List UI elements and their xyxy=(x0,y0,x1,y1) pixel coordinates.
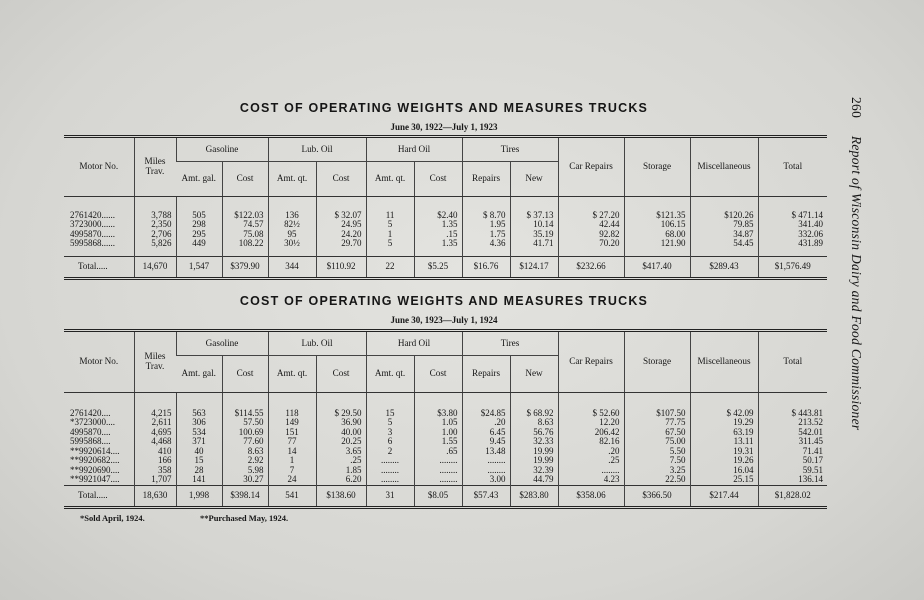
total-gas-cost: $398.14 xyxy=(222,485,268,507)
total-tire-repairs: $16.76 xyxy=(462,257,510,279)
column-hard-amt xyxy=(366,197,414,257)
total-total: $1,576.49 xyxy=(758,257,827,279)
cell-total: 136.14 xyxy=(798,474,824,485)
cell-miles: 2,611 xyxy=(151,417,172,428)
header-miles: Miles Trav. xyxy=(134,331,176,393)
cell-gas-cost: 74.57 xyxy=(243,219,264,230)
cell-hard-cost: 1.35 xyxy=(441,219,458,230)
cell-car-rep: 4.23 xyxy=(603,474,620,485)
cell-hard-cost: .15 xyxy=(446,228,458,239)
column-hard-cost xyxy=(414,393,462,486)
cell-hard-cost: 1.55 xyxy=(441,436,458,447)
header-hard-oil: Hard Oil xyxy=(366,137,462,162)
total-label: Total..... xyxy=(64,257,134,279)
column-car-rep xyxy=(558,197,624,257)
cell-misc: 19.26 xyxy=(733,455,754,466)
cell-lub-cost: $ 29.50 xyxy=(334,408,362,418)
cell-hard-amt: 3 xyxy=(387,426,393,437)
cell-hard-cost: .65 xyxy=(446,445,458,456)
column-hard-cost xyxy=(414,197,462,257)
header-cost: Cost xyxy=(414,356,462,393)
cell-total: 213.52 xyxy=(798,417,824,428)
cell-miles: 4,468 xyxy=(151,436,172,447)
cell-tire-new: 32.33 xyxy=(533,436,554,447)
cell-car-rep: .20 xyxy=(608,445,620,456)
header-storage: Storage xyxy=(624,137,690,197)
cell-gas-amt: 40 xyxy=(194,445,204,456)
header-amt-qt: Amt. qt. xyxy=(268,162,316,197)
total-lub-amt: 541 xyxy=(268,485,316,507)
cell-tire-rep: $24.85 xyxy=(480,408,506,418)
cell-misc: 13.11 xyxy=(733,436,754,447)
cell-tire-rep: $ 8.70 xyxy=(483,210,506,220)
cell-gas-cost: 75.08 xyxy=(243,228,264,239)
cell-lub-cost: $ 32.07 xyxy=(334,210,362,220)
cell-lub-amt: 24 xyxy=(287,474,297,485)
cell-total: 542.01 xyxy=(798,426,824,437)
cell-gas-cost: $114.55 xyxy=(234,408,264,418)
cell-tire-new: 8.63 xyxy=(537,417,554,428)
running-header xyxy=(844,97,864,547)
cell-misc: 25.15 xyxy=(733,474,754,485)
table1-title: COST OF OPERATING WEIGHTS AND MEASURES TRUCKS xyxy=(239,101,649,115)
cell-lub-amt: 151 xyxy=(285,426,299,437)
header-car-repairs: Car Repairs xyxy=(558,331,624,393)
column-tire-new xyxy=(510,393,558,486)
cell-gas-cost: 2.92 xyxy=(247,455,264,466)
cell-tire-rep: ........ xyxy=(487,464,506,475)
total-hard-cost: $8.05 xyxy=(414,485,462,507)
footnote-sold: *Sold April, 1924. xyxy=(80,513,145,523)
cell-storage: 121.90 xyxy=(660,238,686,249)
cell-hard-cost: ........ xyxy=(439,474,458,485)
cell-storage: 106.15 xyxy=(660,219,686,230)
cell-tire-new: 32.39 xyxy=(533,464,554,475)
table2-subtitle: June 30, 1923—July 1, 1924 xyxy=(390,315,498,325)
cell-lub-cost: 24.20 xyxy=(341,228,362,239)
cell-motor: *3723000.... xyxy=(70,417,115,428)
cell-motor: **9920682.... xyxy=(70,455,120,466)
cell-car-rep: .25 xyxy=(608,455,620,466)
cell-motor: 4995870.... xyxy=(70,426,111,437)
cell-motor: 3723000...... xyxy=(70,219,115,230)
cell-total: 71.41 xyxy=(802,445,824,456)
cell-tire-rep: 4.36 xyxy=(489,238,506,249)
cell-storage: $121.35 xyxy=(656,210,686,220)
cell-motor: **9920690.... xyxy=(70,464,120,475)
cell-hard-amt: 2 xyxy=(387,445,393,456)
total-misc: $217.44 xyxy=(690,485,758,507)
cell-gas-cost: 77.60 xyxy=(243,436,264,447)
cell-storage: 22.50 xyxy=(665,474,686,485)
cell-tire-new: 44.79 xyxy=(533,474,554,485)
cell-tire-rep: 3.00 xyxy=(489,474,506,485)
column-miles xyxy=(134,393,176,486)
cell-motor: **9920614.... xyxy=(70,445,120,456)
cell-tire-new: 35.19 xyxy=(533,228,554,239)
cell-lub-amt: 118 xyxy=(285,408,299,418)
cell-hard-amt: 15 xyxy=(385,408,395,418)
cell-storage: 5.50 xyxy=(669,445,686,456)
cell-misc: $ 42.09 xyxy=(726,408,754,418)
cell-lub-amt: 136 xyxy=(285,210,299,220)
cell-gas-amt: 141 xyxy=(192,474,206,485)
header-cost: Cost xyxy=(222,162,268,197)
cell-misc: 19.31 xyxy=(733,445,754,456)
cell-tire-rep: 9.45 xyxy=(489,436,506,447)
cell-hard-cost: $2.40 xyxy=(437,210,458,220)
cell-lub-amt: 77 xyxy=(287,436,297,447)
cell-tire-new: 19.99 xyxy=(533,445,554,456)
total-tire-repairs: $57.43 xyxy=(462,485,510,507)
cell-motor: 5995868...... xyxy=(70,238,115,249)
table1 xyxy=(64,135,827,280)
cell-gas-cost: 108.22 xyxy=(238,238,264,249)
total-hard-cost: $5.25 xyxy=(414,257,462,279)
cell-storage: 77.75 xyxy=(665,417,686,428)
table2 xyxy=(64,329,827,509)
header-misc: Miscellaneous xyxy=(690,331,758,393)
cell-gas-cost: 30.27 xyxy=(243,474,264,485)
cell-misc: 19.29 xyxy=(733,417,754,428)
column-total xyxy=(758,197,827,257)
cell-hard-cost: ........ xyxy=(439,455,458,466)
cell-total: 431.89 xyxy=(798,238,824,249)
cell-motor: 5995868.... xyxy=(70,436,111,447)
header-gasoline: Gasoline xyxy=(176,331,268,356)
column-tire-rep xyxy=(462,393,510,486)
header-hard-oil: Hard Oil xyxy=(366,331,462,356)
cell-total: $ 471.14 xyxy=(791,210,824,220)
cell-car-rep: 206.42 xyxy=(594,426,620,437)
page-number: 260 xyxy=(849,97,864,119)
cell-miles: 3,788 xyxy=(151,210,172,220)
cell-gas-amt: 295 xyxy=(192,228,206,239)
cell-gas-cost: 5.98 xyxy=(247,464,264,475)
header-motor-no: Motor No. xyxy=(64,137,134,197)
cell-lub-amt: 7 xyxy=(289,464,295,475)
cell-hard-amt: 6 xyxy=(387,436,393,447)
cell-total: 332.06 xyxy=(798,228,824,239)
cell-lub-cost: 3.65 xyxy=(345,445,362,456)
cell-tire-rep: ........ xyxy=(487,455,506,466)
column-misc xyxy=(690,393,758,486)
header-amt-qt: Amt. qt. xyxy=(366,162,414,197)
total-tire-new: $124.17 xyxy=(510,257,558,279)
table1-subtitle: June 30, 1922—July 1, 1923 xyxy=(390,122,498,132)
header-cost: Cost xyxy=(316,162,366,197)
total-miles: 14,670 xyxy=(134,257,176,279)
cell-tire-new: 10.14 xyxy=(533,219,554,230)
column-lub-cost xyxy=(316,393,366,486)
cell-storage: 3.25 xyxy=(669,464,686,475)
cell-miles: 4,695 xyxy=(151,426,172,437)
total-gas-amt: 1,547 xyxy=(176,257,222,279)
cell-gas-cost: $122.03 xyxy=(234,210,264,220)
cell-tire-rep: .20 xyxy=(494,417,506,428)
header-amt-gal: Amt. gal. xyxy=(176,162,222,197)
cell-storage: 7.50 xyxy=(669,455,686,466)
total-car-repairs: $358.06 xyxy=(558,485,624,507)
header-cost: Cost xyxy=(414,162,462,197)
cell-miles: 4,215 xyxy=(151,408,172,418)
cell-lub-cost: 40.00 xyxy=(341,426,362,437)
header-gasoline: Gasoline xyxy=(176,137,268,162)
column-lub-amt xyxy=(268,393,316,486)
column-miles xyxy=(134,197,176,257)
cell-hard-amt: ........ xyxy=(381,474,400,485)
cell-gas-cost: 100.69 xyxy=(238,426,264,437)
total-gas-cost: $379.90 xyxy=(222,257,268,279)
cell-tire-new: 56.76 xyxy=(533,426,554,437)
cell-hard-amt: 5 xyxy=(387,238,393,249)
cell-total: 50.17 xyxy=(802,455,824,466)
column-tire-new xyxy=(510,197,558,257)
cell-motor: 2761420.... xyxy=(70,408,111,418)
cell-misc: 79.85 xyxy=(733,219,754,230)
cell-misc: $120.26 xyxy=(724,210,754,220)
total-gas-amt: 1,998 xyxy=(176,485,222,507)
cell-hard-amt: 5 xyxy=(387,417,393,428)
cell-miles: 2,350 xyxy=(151,219,172,230)
cell-lub-amt: 30½ xyxy=(284,238,300,249)
cell-lub-amt: 1 xyxy=(289,455,295,466)
header-motor-no: Motor No. xyxy=(64,331,134,393)
total-lub-cost: $138.60 xyxy=(316,485,366,507)
running-header-text: Report of Wisconsin Dairy and Food Commissioner xyxy=(849,135,864,431)
cell-storage: 75.00 xyxy=(665,436,686,447)
cell-total: 311.45 xyxy=(798,436,824,447)
cell-gas-amt: 306 xyxy=(192,417,206,428)
cell-hard-amt: 11 xyxy=(385,210,395,220)
header-misc: Miscellaneous xyxy=(690,137,758,197)
cell-motor: 4995870...... xyxy=(70,228,115,239)
cell-storage: $107.50 xyxy=(656,408,686,418)
cell-lub-amt: 149 xyxy=(285,417,299,428)
cell-lub-cost: 36.90 xyxy=(341,417,362,428)
cell-miles: 2,706 xyxy=(151,228,172,239)
cell-tire-rep: 13.48 xyxy=(485,445,506,456)
total-misc: $289.43 xyxy=(690,257,758,279)
header-new: New xyxy=(510,162,558,197)
cell-car-rep: 42.44 xyxy=(599,219,620,230)
cell-tire-new: 41.71 xyxy=(533,238,554,249)
cell-gas-cost: 8.63 xyxy=(247,445,264,456)
cell-lub-amt: 95 xyxy=(287,228,297,239)
header-tires: Tires xyxy=(462,331,558,356)
cell-hard-cost: 1.05 xyxy=(441,417,458,428)
cell-tire-new: $ 37.13 xyxy=(526,210,554,220)
header-total: Total xyxy=(758,331,827,393)
cell-miles: 5,826 xyxy=(151,238,172,249)
cell-lub-amt: 14 xyxy=(287,445,297,456)
total-lub-cost: $110.92 xyxy=(316,257,366,279)
cell-hard-cost: 1.00 xyxy=(441,426,458,437)
total-hard-amt: 31 xyxy=(366,485,414,507)
header-cost: Cost xyxy=(222,356,268,393)
header-storage: Storage xyxy=(624,331,690,393)
header-tires: Tires xyxy=(462,137,558,162)
column-misc xyxy=(690,197,758,257)
total-total: $1,828.02 xyxy=(758,485,827,507)
cell-hard-amt: 1 xyxy=(387,228,393,239)
cell-total: 341.40 xyxy=(798,219,824,230)
total-tire-new: $283.80 xyxy=(510,485,558,507)
column-gas-amt xyxy=(176,393,222,486)
cell-gas-amt: 563 xyxy=(192,408,206,418)
column-gas-amt xyxy=(176,197,222,257)
column-total xyxy=(758,393,827,486)
column-storage xyxy=(624,393,690,486)
cell-car-rep: 12.20 xyxy=(599,417,620,428)
column-gas-cost xyxy=(222,197,268,257)
cell-car-rep: 92.82 xyxy=(599,228,620,239)
cell-storage: 67.50 xyxy=(665,426,686,437)
column-hard-amt xyxy=(366,393,414,486)
header-miles: Miles Trav. xyxy=(134,137,176,197)
cell-tire-rep: 1.95 xyxy=(489,219,506,230)
cell-miles: 410 xyxy=(158,445,172,456)
header-total: Total xyxy=(758,137,827,197)
cell-gas-amt: 534 xyxy=(192,426,206,437)
total-car-repairs: $232.66 xyxy=(558,257,624,279)
cell-car-rep: 70.20 xyxy=(599,238,620,249)
header-repairs: Repairs xyxy=(462,162,510,197)
cell-hard-cost: 1.35 xyxy=(441,238,458,249)
header-amt-gal: Amt. gal. xyxy=(176,356,222,393)
cell-motor: **9921047.... xyxy=(70,474,120,485)
column-motor xyxy=(64,197,134,257)
cell-lub-cost: 6.20 xyxy=(345,474,362,485)
cell-lub-amt: 82½ xyxy=(284,219,300,230)
header-lub-oil: Lub. Oil xyxy=(268,331,366,356)
cell-lub-cost: 24.95 xyxy=(341,219,362,230)
cell-hard-amt: ........ xyxy=(381,464,400,475)
header-cost: Cost xyxy=(316,356,366,393)
column-car-rep xyxy=(558,393,624,486)
cell-car-rep: $ 27.20 xyxy=(592,210,620,220)
header-lub-oil: Lub. Oil xyxy=(268,137,366,162)
cell-gas-amt: 15 xyxy=(194,455,204,466)
cell-car-rep: ........ xyxy=(601,464,620,475)
cell-hard-amt: 5 xyxy=(387,219,393,230)
column-storage xyxy=(624,197,690,257)
total-storage: $417.40 xyxy=(624,257,690,279)
column-lub-cost xyxy=(316,197,366,257)
cell-total: $ 443.81 xyxy=(791,408,824,418)
header-repairs: Repairs xyxy=(462,356,510,393)
cell-misc: 63.19 xyxy=(733,426,754,437)
cell-lub-cost: 1.85 xyxy=(345,464,362,475)
total-lub-amt: 344 xyxy=(268,257,316,279)
total-label: Total..... xyxy=(64,485,134,507)
cell-miles: 1,707 xyxy=(151,474,172,485)
cell-gas-amt: 298 xyxy=(192,219,206,230)
cell-car-rep: $ 52.60 xyxy=(592,408,620,418)
cell-hard-cost: $3.80 xyxy=(437,408,458,418)
cell-misc: 54.45 xyxy=(733,238,754,249)
cell-gas-amt: 28 xyxy=(194,464,204,475)
header-car-repairs: Car Repairs xyxy=(558,137,624,197)
cell-miles: 358 xyxy=(158,464,172,475)
total-storage: $366.50 xyxy=(624,485,690,507)
cell-tire-new: 19.99 xyxy=(533,455,554,466)
column-motor xyxy=(64,393,134,486)
column-lub-amt xyxy=(268,197,316,257)
cell-gas-amt: 505 xyxy=(192,210,206,220)
cell-lub-cost: 20.25 xyxy=(341,436,362,447)
column-gas-cost xyxy=(222,393,268,486)
cell-gas-amt: 449 xyxy=(192,238,206,249)
header-new: New xyxy=(510,356,558,393)
cell-lub-cost: .25 xyxy=(350,455,362,466)
cell-tire-rep: 1.75 xyxy=(489,228,506,239)
cell-misc: 34.87 xyxy=(733,228,754,239)
table2-title: COST OF OPERATING WEIGHTS AND MEASURES TRUCKS xyxy=(239,294,649,308)
header-amt-qt: Amt. qt. xyxy=(268,356,316,393)
cell-misc: 16.04 xyxy=(733,464,754,475)
cell-hard-cost: ........ xyxy=(439,464,458,475)
cell-tire-rep: 6.45 xyxy=(489,426,506,437)
cell-lub-cost: 29.70 xyxy=(341,238,362,249)
cell-total: 59.51 xyxy=(802,464,824,475)
cell-gas-amt: 371 xyxy=(192,436,206,447)
cell-motor: 2761420...... xyxy=(70,210,115,220)
header-amt-qt: Amt. qt. xyxy=(366,356,414,393)
cell-tire-new: $ 68.92 xyxy=(526,408,554,418)
footnote-purchased: **Purchased May, 1924. xyxy=(200,513,289,523)
cell-miles: 166 xyxy=(158,455,172,466)
cell-gas-cost: 57.50 xyxy=(243,417,264,428)
cell-car-rep: 82.16 xyxy=(599,436,620,447)
total-miles: 18,630 xyxy=(134,485,176,507)
cell-hard-amt: ........ xyxy=(381,455,400,466)
cell-storage: 68.00 xyxy=(665,228,686,239)
total-hard-amt: 22 xyxy=(366,257,414,279)
column-tire-rep xyxy=(462,197,510,257)
